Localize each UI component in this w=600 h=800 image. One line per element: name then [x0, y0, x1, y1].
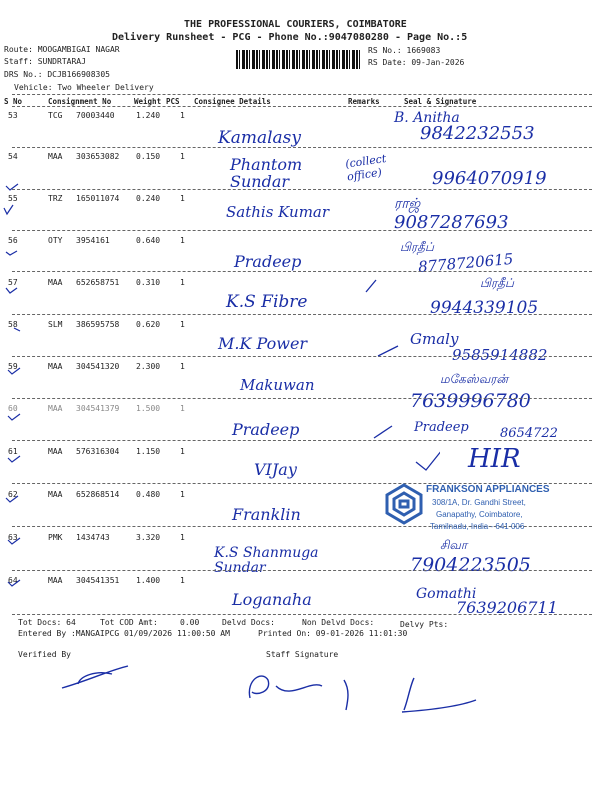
row-sno: 62 — [8, 490, 18, 499]
seal-phone: 7639206711 — [456, 598, 558, 617]
row-pcs: 1 — [180, 576, 185, 585]
stamp-company: FRANKSON APPLIANCES — [426, 484, 550, 495]
tick-marks — [0, 100, 40, 620]
row-pcs: 1 — [180, 362, 185, 371]
row-weight: 3.320 — [136, 533, 161, 542]
rs-no-value: 1669083 — [406, 46, 441, 55]
consignee-handwriting: M.K Power — [218, 334, 308, 353]
row-pcs: 1 — [180, 236, 185, 245]
row-pcs: 1 — [180, 111, 185, 120]
seal-name: பிரதீப் — [400, 240, 434, 254]
row-sno: 53 — [8, 111, 18, 120]
row-prefix: MAA — [48, 404, 63, 413]
row-consignment: 165011074 — [76, 194, 120, 203]
tot-docs: Tot Docs: 64 — [18, 618, 76, 627]
seal-name: Pradeep — [414, 420, 469, 435]
row-pcs: 1 — [180, 278, 185, 287]
row-prefix: MAA — [48, 278, 63, 287]
row-rule — [12, 440, 592, 441]
row-rule — [12, 271, 592, 272]
row-sno: 59 — [8, 362, 18, 371]
col-remarks: Remarks — [348, 97, 380, 106]
consignee-handwriting: K.S Shanmuga Sundar — [214, 545, 319, 576]
row-rule — [12, 356, 592, 357]
vehicle-label: Vehicle: — [14, 83, 53, 92]
remark-marks — [350, 200, 440, 500]
seal-name: பிரதீப் — [480, 276, 514, 290]
row-weight: 1.400 — [136, 576, 161, 585]
row-prefix: MAA — [48, 576, 63, 585]
row-weight: 0.150 — [136, 152, 161, 161]
row-consignment: 386595758 — [76, 320, 120, 329]
row-sno: 55 — [8, 194, 18, 203]
row-consignment: 3954161 — [76, 236, 110, 245]
staff-row — [4, 57, 86, 66]
row-weight: 1.150 — [136, 447, 161, 456]
signatures — [0, 640, 600, 740]
seal-phone: 9842232553 — [420, 123, 535, 144]
stamp-address-3: Tamilnadu, India - 641 006 — [430, 522, 525, 531]
company-title: THE PROFESSIONAL COURIERS, COIMBATORE — [184, 19, 407, 30]
seal-name: Gmaly — [410, 330, 459, 348]
row-sno: 64 — [8, 576, 18, 585]
row-pcs: 1 — [180, 404, 185, 413]
consignee-handwriting: Pradeep — [232, 420, 300, 439]
row-consignment: 304541379 — [76, 404, 120, 413]
row-rule — [12, 230, 592, 231]
right-signature — [402, 678, 476, 712]
row-prefix: MAA — [48, 152, 63, 161]
seal-phone: 7904223505 — [410, 554, 531, 576]
tot-cod-label: Tot COD Amt: — [100, 618, 158, 627]
staff-label: Staff: — [4, 57, 33, 66]
row-consignment: 303653082 — [76, 152, 120, 161]
row-sno: 60 — [8, 404, 18, 413]
consignee-handwriting: Loganaha — [232, 590, 312, 609]
row-sno: 63 — [8, 533, 18, 542]
barcode — [236, 50, 362, 69]
route-label: Route: — [4, 45, 33, 54]
row-prefix: OTY — [48, 236, 63, 245]
drs-label: DRS No.: — [4, 70, 43, 79]
row-consignment: 304541351 — [76, 576, 120, 585]
row-prefix: MAA — [48, 490, 63, 499]
vehicle-row — [14, 83, 154, 92]
delvy-pts: Delvy Pts: — [400, 620, 449, 629]
row-prefix: PMK — [48, 533, 63, 542]
seal-phone: 9087287693 — [394, 212, 509, 233]
row-pcs: 1 — [180, 194, 185, 203]
staff-value: SUNDRTARAJ — [37, 57, 86, 66]
seal-name: மகேஸ்வரன் — [440, 372, 509, 386]
consignee-handwriting: Phantom Sundar — [230, 155, 303, 191]
row-consignment: 70003440 — [76, 111, 115, 120]
seal-name: சிவா — [440, 538, 468, 552]
consignee-handwriting: K.S Fibre — [226, 292, 308, 312]
seal-phone: 8654722 — [500, 426, 558, 441]
row-consignment: 652868514 — [76, 490, 120, 499]
rs-date-label: RS Date: — [368, 58, 407, 67]
verified-by: Verified By — [18, 650, 71, 659]
row-prefix: TCG — [48, 111, 63, 120]
col-sno: S No — [4, 97, 23, 106]
row-consignment: 304541320 — [76, 362, 120, 371]
row-pcs: 1 — [180, 320, 185, 329]
header-rule-bottom — [12, 106, 592, 107]
delvd-docs: Delvd Docs: — [222, 618, 275, 627]
seal-phone: 9944339105 — [430, 298, 539, 318]
row-weight: 0.480 — [136, 490, 161, 499]
row-prefix: SLM — [48, 320, 63, 329]
seal-name: ராஜ் — [394, 196, 421, 212]
col-consignment: Consignment No — [48, 97, 112, 106]
drs-value: DCJB166908305 — [47, 70, 110, 79]
row-rule — [12, 398, 592, 399]
row-rule — [12, 147, 592, 148]
row-prefix: TRZ — [48, 194, 63, 203]
hir-initials: HIR — [468, 444, 521, 474]
route-row — [4, 45, 120, 54]
row-sno: 57 — [8, 278, 18, 287]
seal-name: B. Anitha — [394, 110, 460, 126]
seal-phone: 8778720615 — [417, 249, 515, 277]
consignee-handwriting: Franklin — [232, 505, 301, 524]
row-weight: 0.640 — [136, 236, 161, 245]
consignee-handwriting: Pradeep — [234, 252, 302, 271]
row-sno: 54 — [8, 152, 18, 161]
row-sno: 58 — [8, 320, 18, 329]
consignee-handwriting: Makuwan — [240, 376, 315, 394]
row-weight: 0.620 — [136, 320, 161, 329]
row-rule — [12, 570, 592, 571]
vehicle-value: Two Wheeler Delivery — [57, 83, 154, 92]
row-pcs: 1 — [180, 152, 185, 161]
row-consignment: 1434743 — [76, 533, 110, 542]
row-rule — [12, 314, 592, 315]
printed-on: Printed On: 09-01-2026 11:01:30 — [258, 629, 408, 638]
route-value: MOOGAMBIGAI NAGAR — [37, 45, 120, 54]
row-pcs: 1 — [180, 533, 185, 542]
stamp-address-1: 308/1A, Dr. Gandhi Street, — [432, 498, 526, 507]
stamp-address-2: Ganapathy, Coimbatore, — [436, 510, 523, 519]
rs-date-row — [368, 58, 464, 67]
row-pcs: 1 — [180, 447, 185, 456]
seal-phone: 9585914882 — [452, 346, 548, 364]
row-rule — [12, 614, 592, 615]
row-sno: 61 — [8, 447, 18, 456]
seal-phone: 9964070919 — [432, 168, 547, 189]
row-weight: 1.500 — [136, 404, 161, 413]
entered-by: Entered By :MANGAIPCG 01/09/2026 11:00:50 AM — [18, 629, 230, 638]
consignee-handwriting: Sathis Kumar — [226, 203, 330, 221]
row-pcs: 1 — [180, 490, 185, 499]
rs-no-row — [368, 46, 440, 55]
row-prefix: MAA — [48, 447, 63, 456]
drs-row — [4, 70, 110, 79]
tot-cod-value: 0.00 — [180, 618, 200, 627]
non-delvd-docs: Non Delvd Docs: — [302, 618, 375, 627]
col-weight: Weight — [134, 97, 162, 106]
col-consignee: Consignee Details — [194, 97, 271, 106]
staff-signature — [249, 676, 348, 710]
rs-date-value: 09-Jan-2026 — [411, 58, 465, 67]
seal-phone: 7639996780 — [410, 390, 531, 412]
row-prefix: MAA — [48, 362, 63, 371]
col-pcs: PCS — [166, 97, 180, 106]
row-consignment: 576316304 — [76, 447, 120, 456]
header-rule-top — [12, 94, 592, 95]
consignee-handwriting: Kamalasy — [218, 128, 301, 148]
staff-signature-label: Staff Signature — [266, 650, 339, 659]
row-consignment: 652658751 — [76, 278, 120, 287]
consignee-handwriting: VIJay — [254, 460, 297, 479]
row-sno: 56 — [8, 236, 18, 245]
row-weight: 1.240 — [136, 111, 161, 120]
seal-name: Gomathi — [416, 586, 477, 602]
col-seal: Seal & Signature — [404, 97, 477, 106]
row-rule — [12, 189, 592, 190]
row-weight: 0.310 — [136, 278, 161, 287]
frankson-stamp-logo-icon — [384, 482, 424, 526]
rs-no-label: RS No.: — [368, 46, 402, 55]
runsheet-title: Delivery Runsheet - PCG - Phone No.:9047080280 - Page No.:5 — [112, 32, 468, 43]
remark-handwriting: (collect office) — [344, 152, 388, 184]
row-weight: 0.240 — [136, 194, 161, 203]
row-weight: 2.300 — [136, 362, 161, 371]
verified-signature — [62, 666, 128, 688]
